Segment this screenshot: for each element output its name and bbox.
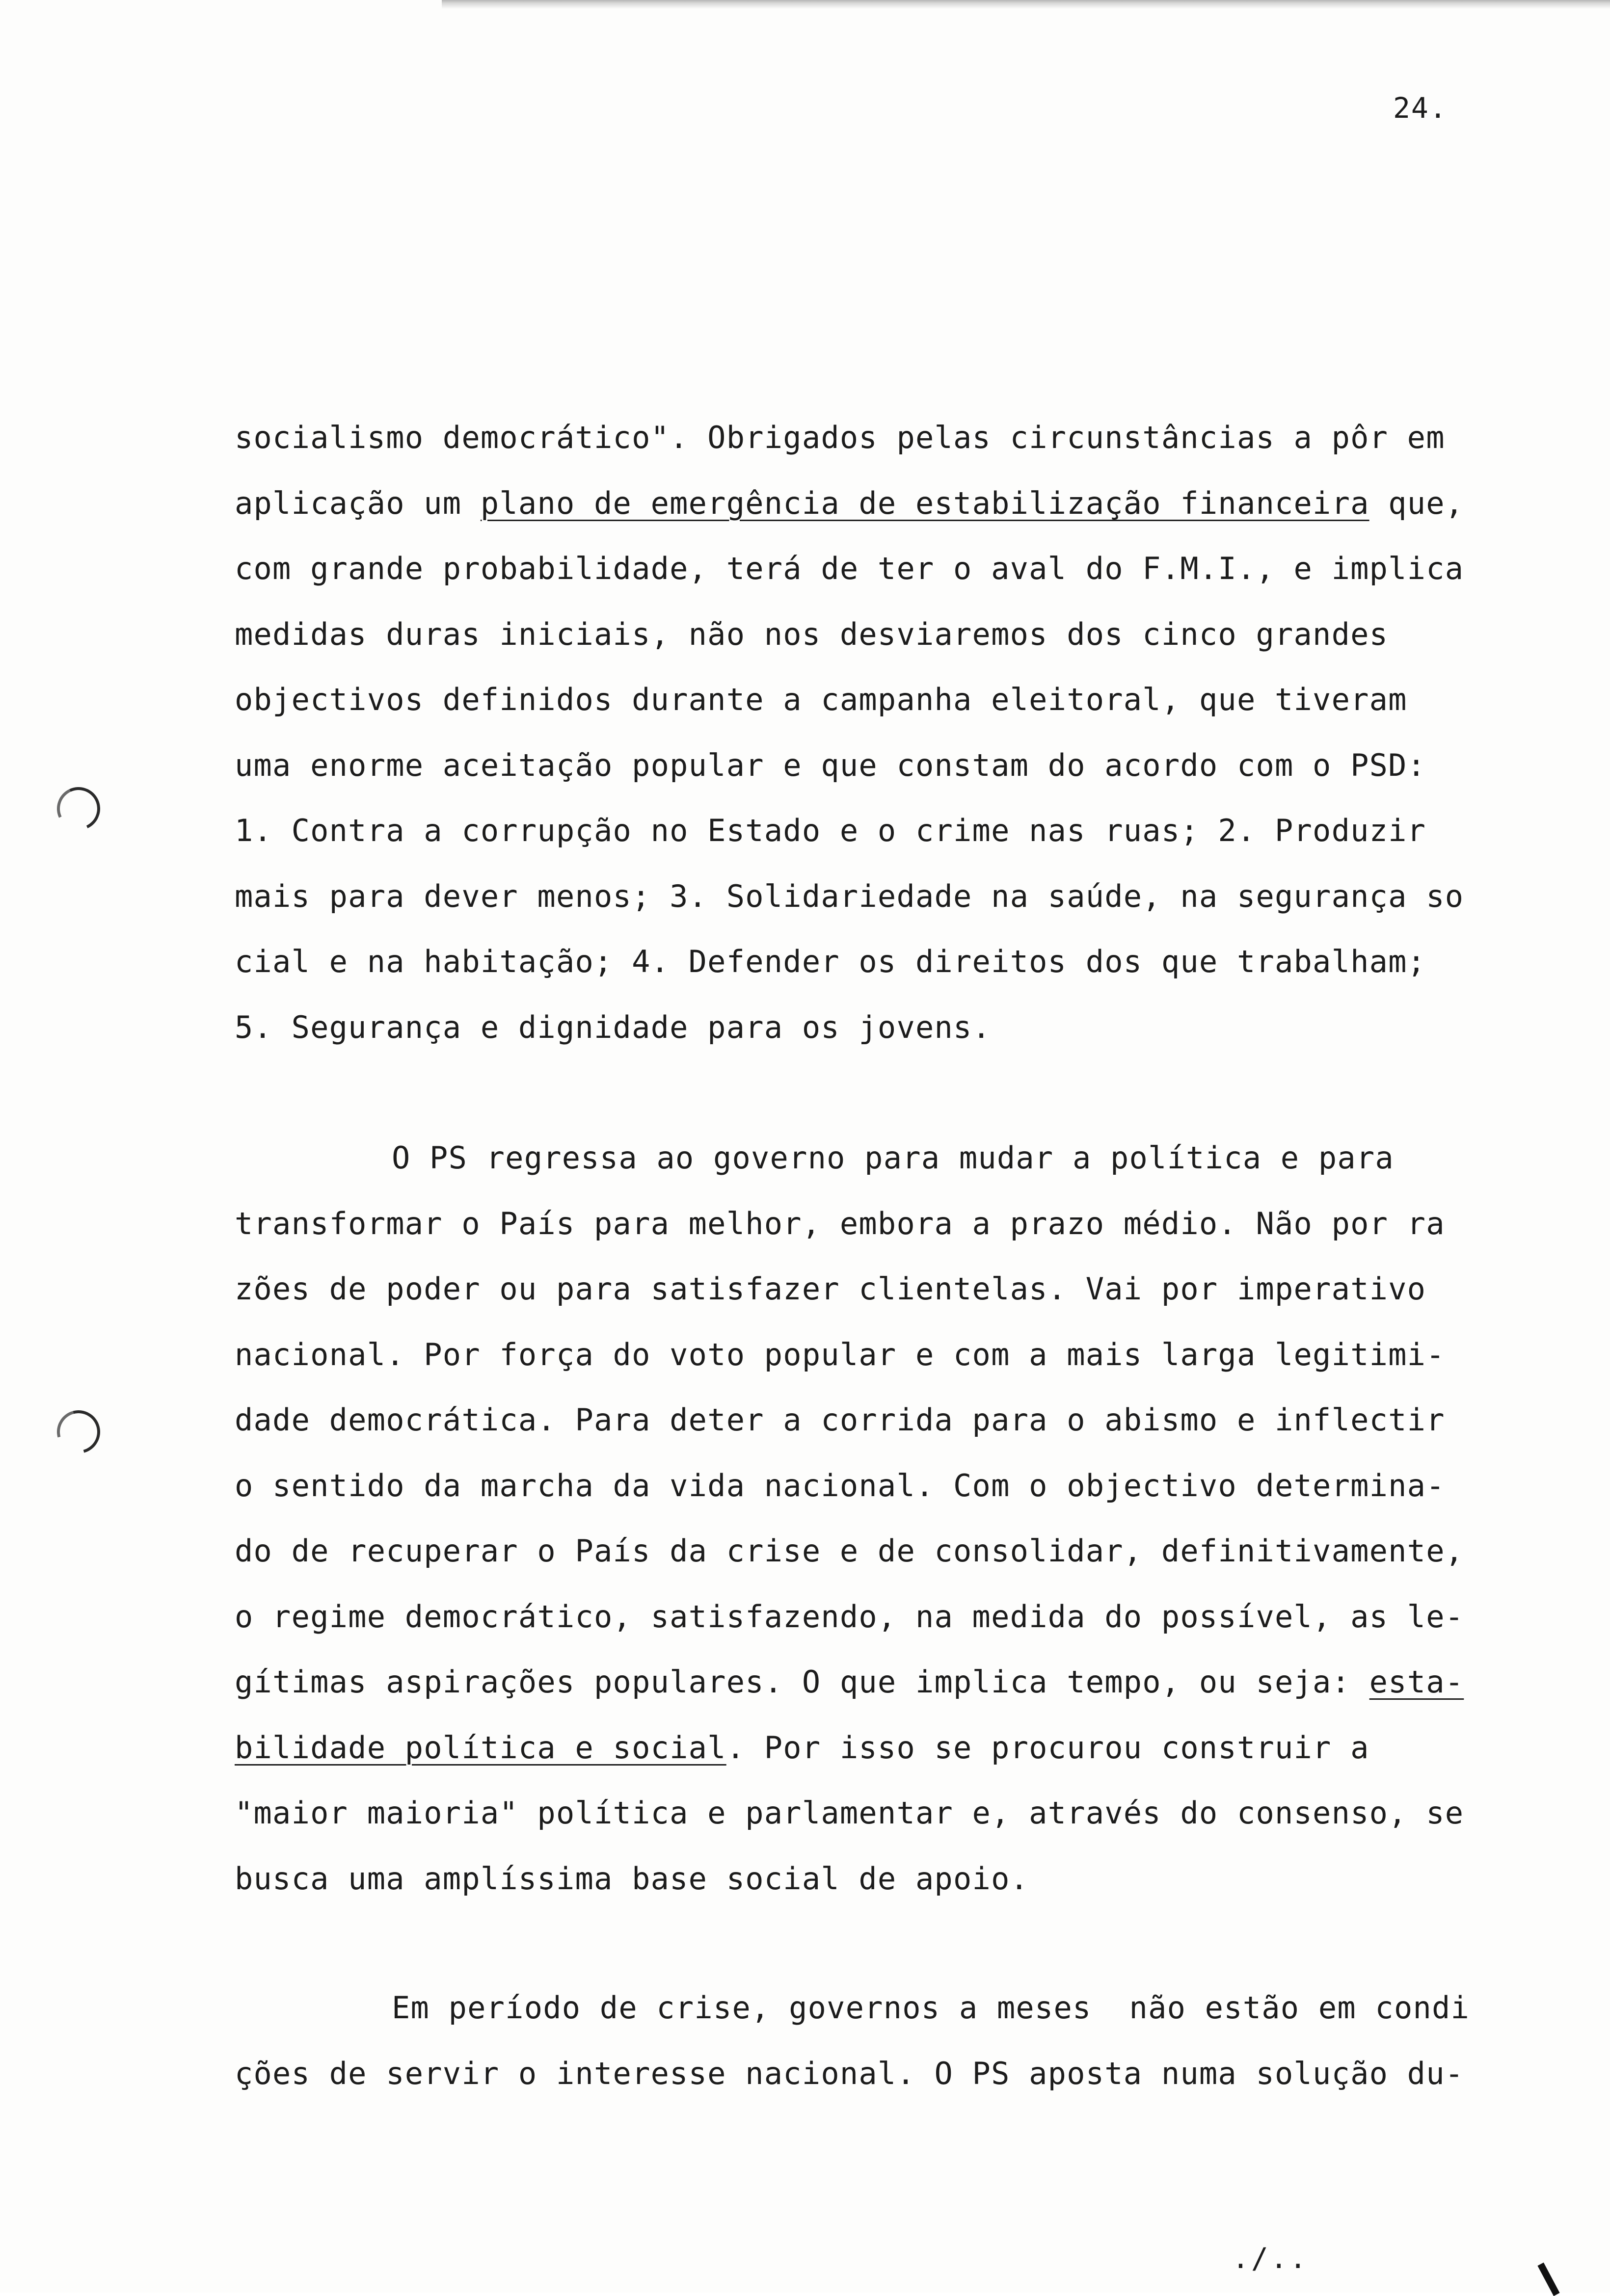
- text-segment: cial e na habitação; 4. Defender os direitos dos que trabalham;: [235, 944, 1426, 979]
- text-segment: ções de servir o interesse nacional. O PS aposta numa solução du-: [235, 2055, 1464, 2091]
- punch-hole-upper: [51, 781, 107, 837]
- text-line: [235, 942, 1426, 981]
- text-line: [235, 549, 1464, 588]
- text-segment: O PS regressa ao governo para mudar a política e para: [392, 1140, 1394, 1176]
- text-segment: nacional. Por força do voto popular e com a mais larga legitimi-: [235, 1336, 1445, 1372]
- text-line: [235, 1859, 1029, 1899]
- underlined-text: esta-: [1369, 1664, 1464, 1700]
- text-segment: o regime democrático, satisfazendo, na medida do possível, as le-: [235, 1598, 1464, 1635]
- text-line: [235, 1531, 1464, 1571]
- text-segment: "maior maioria" política e parlamentar e, através do consenso, se: [235, 1795, 1464, 1831]
- text-line: [235, 680, 1407, 719]
- text-segment: medidas duras iniciais, não nos desviaremos dos cinco grandes: [235, 616, 1389, 652]
- text-line: [235, 1597, 1464, 1636]
- text-line: [392, 1138, 1394, 1178]
- scan-top-edge: [442, 0, 1610, 9]
- text-line: [235, 2054, 1464, 2093]
- text-segment: 1. Contra a corrupção no Estado e o crime nas ruas; 2. Produzir: [235, 813, 1426, 848]
- text-segment: socialismo democrático". Obrigados pelas circunstâncias a pôr em: [235, 420, 1445, 455]
- text-line: [235, 1204, 1445, 1243]
- text-line: [235, 1794, 1464, 1833]
- text-line: [235, 1008, 991, 1047]
- text-segment: Em período de crise, governos a meses não estão em condi: [392, 1990, 1470, 2026]
- corner-pen-mark: [1537, 2263, 1559, 2296]
- text-segment: do de recuperar o País da crise e de consolidar, definitivamente,: [235, 1533, 1464, 1569]
- text-line: [235, 484, 1464, 523]
- text-segment: o sentido da marcha da vida nacional. Com o objectivo determina-: [235, 1467, 1445, 1504]
- text-segment: transformar o País para melhor, embora a prazo médio. Não por ra: [235, 1205, 1445, 1241]
- underlined-text: bilidade política e social: [235, 1729, 726, 1766]
- text-segment: mais para dever menos; 3. Solidariedade na saúde, na segurança so: [235, 878, 1464, 914]
- text-line: [235, 1400, 1445, 1440]
- text-segment: dade democrática. Para deter a corrida para o abismo e inflectir: [235, 1402, 1445, 1438]
- text-segment: gítimas aspirações populares. O que implica tempo, ou seja:: [235, 1664, 1369, 1700]
- text-line: [235, 1466, 1445, 1505]
- punch-hole-lower: [49, 1402, 108, 1461]
- text-segment: aplicação um: [235, 485, 481, 521]
- continuation-mark: ./..: [1232, 2242, 1309, 2275]
- text-line: [235, 1269, 1426, 1309]
- text-line: [235, 615, 1388, 654]
- text-line: [235, 877, 1464, 916]
- text-segment: 5. Segurança e dignidade para os jovens.: [235, 1009, 992, 1045]
- page-number: 24.: [1393, 91, 1448, 125]
- text-line: [235, 811, 1426, 850]
- text-line: [235, 418, 1445, 457]
- text-segment: objectivos definidos durante a campanha eleitoral, que tiveram: [235, 682, 1407, 717]
- text-segment: . Por isso se procurou construir a: [726, 1729, 1369, 1766]
- text-line: [392, 1988, 1470, 2028]
- text-segment: uma enorme aceitação popular e que constam do acordo com o PSD:: [235, 747, 1426, 783]
- text-line: [235, 1728, 1369, 1768]
- text-line: [235, 746, 1426, 785]
- text-line: [235, 1335, 1445, 1374]
- text-segment: zões de poder ou para satisfazer clientelas. Vai por imperativo: [235, 1271, 1426, 1307]
- text-line: [235, 1663, 1464, 1702]
- underlined-text: plano de emergência de estabilização financeira: [480, 485, 1369, 521]
- text-segment: que,: [1369, 485, 1464, 521]
- text-segment: busca uma amplíssima base social de apoio.: [235, 1860, 1029, 1897]
- text-segment: com grande probabilidade, terá de ter o aval do F.M.I., e implica: [235, 551, 1464, 586]
